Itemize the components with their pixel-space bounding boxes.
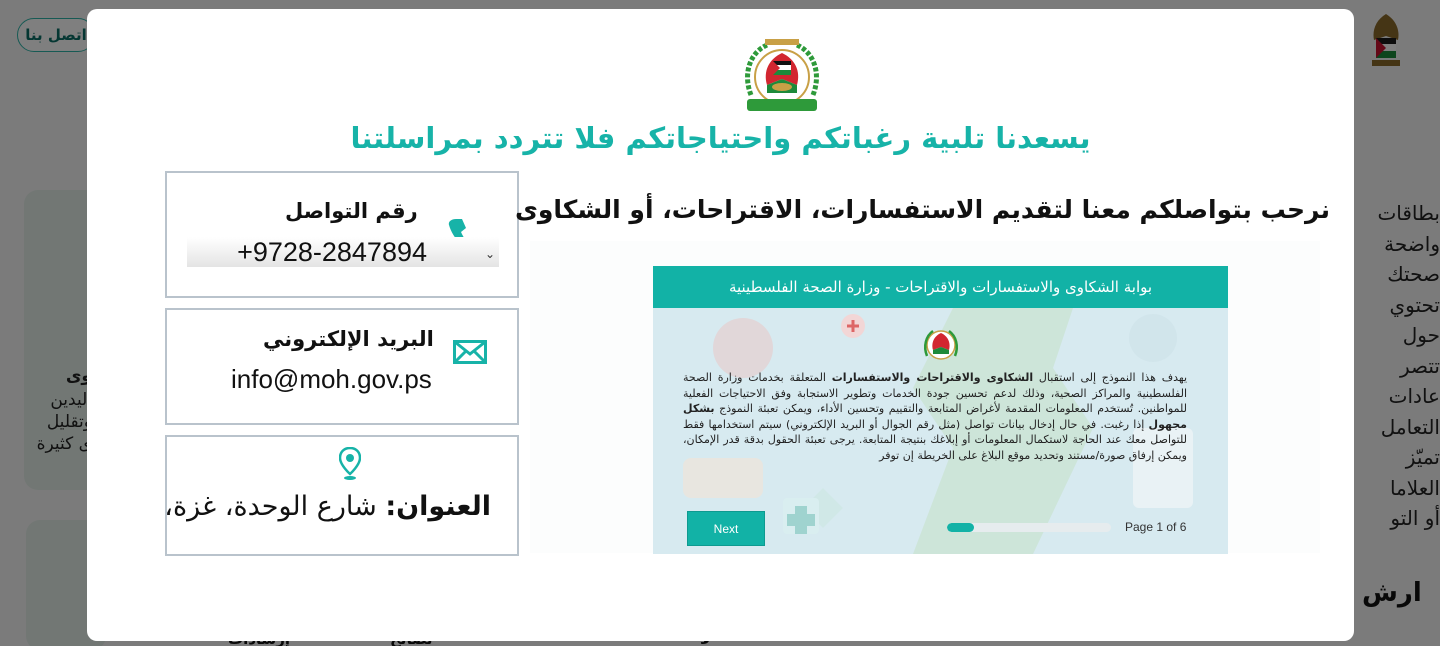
chevron-down-icon[interactable]: ⌄ [484, 247, 495, 261]
ministry-of-health-logo-icon [921, 326, 961, 364]
email-contact-box [165, 308, 519, 425]
intro-bold: بشكل مجهول [683, 402, 1187, 431]
envelope-icon [453, 340, 487, 364]
address-value: شارع الوحدة، غزة، [164, 491, 377, 522]
complaints-form-frame [653, 266, 1228, 554]
form-progress-fill [947, 523, 974, 532]
phone-number: +9728-2847894 [237, 237, 427, 267]
email-title: البريد الإلكتروني [263, 327, 434, 351]
intro-text: المتعلقة بخدمات وزارة الصحة الفلسطينية والمراكز الصحية، وذلك لدعم تحسين جودة الخدمات وتطوير الاستجابة وفق الاحتياجات الفعلية للمواطنين. تُستخدم المعلومات المقدمة لأغراض المتابعة والتقييم وتحسين الأداء، ويمكن تعبئة النموذج [683, 371, 1187, 416]
form-progress-bar [947, 523, 1111, 532]
address-label: العنوان: [385, 491, 491, 522]
map-pin-icon [339, 447, 361, 481]
email-address[interactable]: info@moh.gov.ps [231, 364, 432, 394]
address-contact-box [165, 435, 519, 556]
phone-title: رقم التواصل [285, 199, 418, 223]
phone-number-field[interactable] [187, 237, 499, 267]
form-intro-text [683, 370, 1187, 464]
intro-text: إذا رغبت. في حال إدخال بيانات تواصل (مثل رقم الجوال أو البريد الإلكتروني) سيتم استخدامها فقط للتواصل معك عند الحاجة لاستكمال المعلومات أو إبلاغك بنتيجة المتابعة. يرجى تعبئة الحقول بدقة قدر الإمكان، ويمكن إرفاق صورة/مستند وتحديد موقع البلاغ على الخريطة إن توفر [683, 417, 1187, 462]
phone-contact-box [165, 171, 519, 298]
page-indicator: Page 1 of 6 [1125, 520, 1187, 534]
ministry-of-health-logo-icon [739, 35, 825, 119]
intro-text: يهدف هذا النموذج إلى استقبال [1033, 371, 1188, 384]
address-line [164, 491, 491, 522]
next-button[interactable]: Next [687, 511, 765, 546]
intro-bold: الشكاوى والاقتراحات والاستفسارات [831, 371, 1034, 384]
modal-headline: يسعدنا تلبية رغباتكم واحتياجاتكم فلا تتردد بمراسلتنا [350, 121, 1091, 155]
welcome-title: نرحب بتواصلكم معنا لتقديم الاستفسارات، الاقتراحات، أو الشكاوى [514, 195, 1330, 224]
form-header: بوابة الشكاوى والاستفسارات والاقتراحات - وزارة الصحة الفلسطينية [653, 266, 1228, 308]
